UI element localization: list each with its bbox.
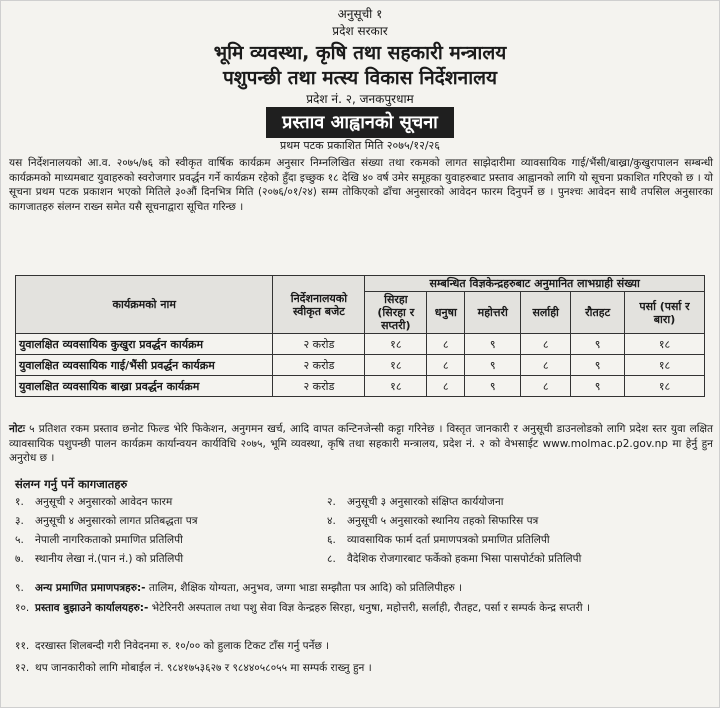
- item-text: अनुसूची ५ अनुसारको स्थानिय तहको सिफारिस पत्र: [347, 515, 539, 527]
- list-item: [15, 552, 183, 569]
- list-item: [15, 514, 198, 531]
- item-number: ८.: [327, 553, 336, 565]
- item-text: अनुसूची ४ अनुसारको लागत प्रतिबद्धता पत्र: [35, 515, 198, 527]
- count-cell: ९: [465, 376, 521, 397]
- beneficiary-table: [15, 275, 705, 397]
- item-text: वैदेशिक रोजगारबाट फर्केको हकमा भिसा पासपोर्टको प्रतिलिपी: [347, 553, 582, 565]
- item-text: नेपाली नागरिकताको प्रमाणित प्रतिलिपी: [35, 534, 183, 546]
- notice-title: प्रस्ताव आह्वानको सूचना: [266, 107, 454, 138]
- budget-cell: २ करोड: [273, 334, 365, 355]
- program-name-cell: युवालक्षित व्यवसायिक कुखुरा प्रवर्द्धन कार्यक्रम: [16, 334, 273, 355]
- list-item: [15, 601, 711, 615]
- list-item: [327, 514, 538, 531]
- title-banner: [1, 107, 719, 138]
- item-number: ४.: [327, 515, 336, 527]
- column-header-program: कार्यक्रमको नाम: [16, 276, 273, 334]
- count-cell: ८: [427, 355, 465, 376]
- count-cell: ९: [571, 334, 625, 355]
- list-item: [15, 661, 711, 675]
- item-number: १.: [15, 496, 24, 508]
- count-cell: १८: [625, 334, 705, 355]
- program-name-cell: युवालक्षित व्यवसायिक गाई/भैंसी प्रवर्द्धन कार्यक्रम: [16, 355, 273, 376]
- column-header-district: सिरहा (सिरहा र सप्तरी): [365, 292, 427, 334]
- office-address: प्रदेश नं. २, जनकपुरधाम: [306, 92, 414, 106]
- item-number: २.: [327, 496, 336, 508]
- count-cell: १८: [365, 376, 427, 397]
- item-number: ५.: [15, 534, 24, 546]
- intro-paragraph: यस निर्देशनालयको आ.व. २०७५/७६ को स्वीकृत वार्षिक कार्यक्रम अनुसार निम्नलिखित संख्या तथा रकमको लागत साझेदारीमा व्यावसायिक गाई/भैंसी/बाख्रा/कुखुरापालन सम्बन्धी कार्यक्रमको माध्यमबाट युवाहरुको स्वरोजगार प्रवर्द्धन गर्ने कार्यक्रम रहेको हुँदा इच्छुक १८ देखि ४० वर्ष उमेर समूहका युवाहरुबाट प्रस्ताव आह्वानको लागि यो सूचना प्रकाशित गरिएको छ । यो सूचना प्रथम पटक प्रकाशन भएको मितिले ३०औं दिनभित्र मिति (२०७६/०१/२४) सम्म तोकिएको ढाँचा अनुसारको आवेदन फारम दिनुपर्ने छ । पुनश्चः आवेदन साथै तपसिल अनुसारका कागजातहरु संलग्न राख्न समेत यसै सूचनाद्वारा सूचित गरिन्छ ।: [9, 157, 713, 213]
- list-item: [327, 552, 581, 569]
- program-name-cell: युवालक्षित व्यवसायिक बाख्रा प्रवर्द्धन कार्यक्रम: [16, 376, 273, 397]
- count-cell: ९: [465, 355, 521, 376]
- count-cell: ८: [427, 334, 465, 355]
- count-cell: १८: [365, 355, 427, 376]
- note-label: नोटः: [9, 423, 25, 435]
- table-header-row: [16, 276, 705, 292]
- item-text: भेटेरिनरी अस्पताल तथा पशु सेवा विज्ञ केन्द्रहरु सिरहा, धनुषा, महोत्तरी, सर्लाही, रौतहट, पर्सा र सम्पर्क केन्द्र सप्तरी ।: [151, 602, 590, 614]
- directorate-title: पशुपन्छी तथा मत्स्य विकास निर्देशनालय: [222, 67, 498, 89]
- list-item: [15, 581, 711, 595]
- item-number: ६.: [327, 534, 336, 546]
- column-header-district: रौतहट: [571, 292, 625, 334]
- column-header-group: सम्बन्धित विज्ञकेन्द्रहरुबाट अनुमानित लाभग्राही संख्या: [365, 276, 705, 292]
- budget-cell: २ करोड: [273, 355, 365, 376]
- count-cell: ९: [571, 376, 625, 397]
- count-cell: ८: [521, 355, 571, 376]
- table-row: [16, 334, 705, 355]
- item-text: तालिम, शैक्षिक योग्यता, अनुभव, जग्गा भाडा सम्झौता पत्र आदि) को प्रतिलिपीहरु ।: [148, 582, 463, 594]
- list-item: [327, 533, 550, 550]
- item-label: प्रस्ताव बुझाउने कार्यालयहरु:-: [35, 602, 149, 614]
- count-cell: १८: [625, 376, 705, 397]
- count-cell: ९: [465, 334, 521, 355]
- column-header-budget: निर्देशनालयको स्वीकृत बजेट: [273, 276, 365, 334]
- count-cell: ८: [427, 376, 465, 397]
- count-cell: १८: [365, 334, 427, 355]
- budget-cell: २ करोड: [273, 376, 365, 397]
- item-text: स्थानीय लेखा नं.(पान नं.) को प्रतिलिपी: [35, 553, 184, 565]
- column-header-district: पर्सा (पर्सा र बारा): [625, 292, 705, 334]
- item-number: ११.: [15, 640, 30, 652]
- table-row: [16, 355, 705, 376]
- annex-label: अनुसूची १: [337, 7, 383, 21]
- item-label: अन्य प्रमाणित प्रमाणपत्रहरु:-: [35, 582, 146, 594]
- item-number: १०.: [15, 602, 30, 614]
- item-text: व्यावसायिक फार्म दर्ता प्रमाणपत्रको प्रमाणित प्रतिलिपी: [347, 534, 550, 546]
- count-cell: १८: [625, 355, 705, 376]
- count-cell: ८: [521, 334, 571, 355]
- item-text: थप जानकारीको लागि मोबाईल नं. ९८४१७५३६२७ र ९८४४०५८०५५ मा सम्पर्क राख्नु हुन ।: [35, 662, 372, 674]
- column-header-district: धनुषा: [427, 292, 465, 334]
- note-paragraph: [9, 422, 713, 466]
- list-item: [15, 639, 711, 653]
- item-text: अनुसूची ३ अनुसारको संक्षिप्त कार्ययोजना: [347, 496, 504, 508]
- list-item: [15, 495, 172, 512]
- ministry-title: भूमि व्यवस्था, कृषि तथा सहकारी मन्त्रालय: [213, 42, 507, 64]
- item-number: १२.: [15, 662, 30, 674]
- note-text: ५ प्रतिशत रकम प्रस्ताव छनोट फिल्ड भेरि फिकेशन, अनुगमन खर्च, आदि वापत कन्टिनजेन्सी कट्टा गरिनेछ । विस्तृत जानकारी र अनुसूची डाउनलोडको लागि प्रदेश स्तर युवा लक्षित व्यावसायिक पशुपन्छी पालन कार्यक्रम कार्यान्वयन कार्यविधि २०७५, भूमि व्यवस्था, कृषि तथा सहकारी मन्त्रालय, प्रदेश नं. २ को वेभसाईट www.molmac.p2.gov.np मा हेर्नु हुन अनुरोध छ ।: [9, 423, 714, 464]
- column-header-district: महोत्तरी: [465, 292, 521, 334]
- item-text: दरखास्त शिलबन्दी गरी निवेदनमा रु. १०/०० को हुलाक टिकट टाँस गर्नु पर्नेछ ।: [35, 640, 330, 652]
- count-cell: ८: [521, 376, 571, 397]
- table-row: [16, 376, 705, 397]
- list-item: [15, 533, 183, 550]
- list-item: [327, 495, 503, 512]
- item-number: ७.: [15, 553, 24, 565]
- column-header-district: सर्लाही: [521, 292, 571, 334]
- item-number: ९.: [15, 582, 24, 594]
- count-cell: ९: [571, 355, 625, 376]
- government-label: प्रदेश सरकार: [332, 24, 388, 38]
- publish-date: प्रथम पटक प्रकाशित मिति २०७५/१२/२६: [280, 139, 440, 152]
- documents-heading: संलग्न गर्नु पर्ने कागजातहरु: [15, 477, 128, 491]
- item-number: ३.: [15, 515, 24, 527]
- item-text: अनुसूची २ अनुसारको आवेदन फारम: [35, 496, 173, 508]
